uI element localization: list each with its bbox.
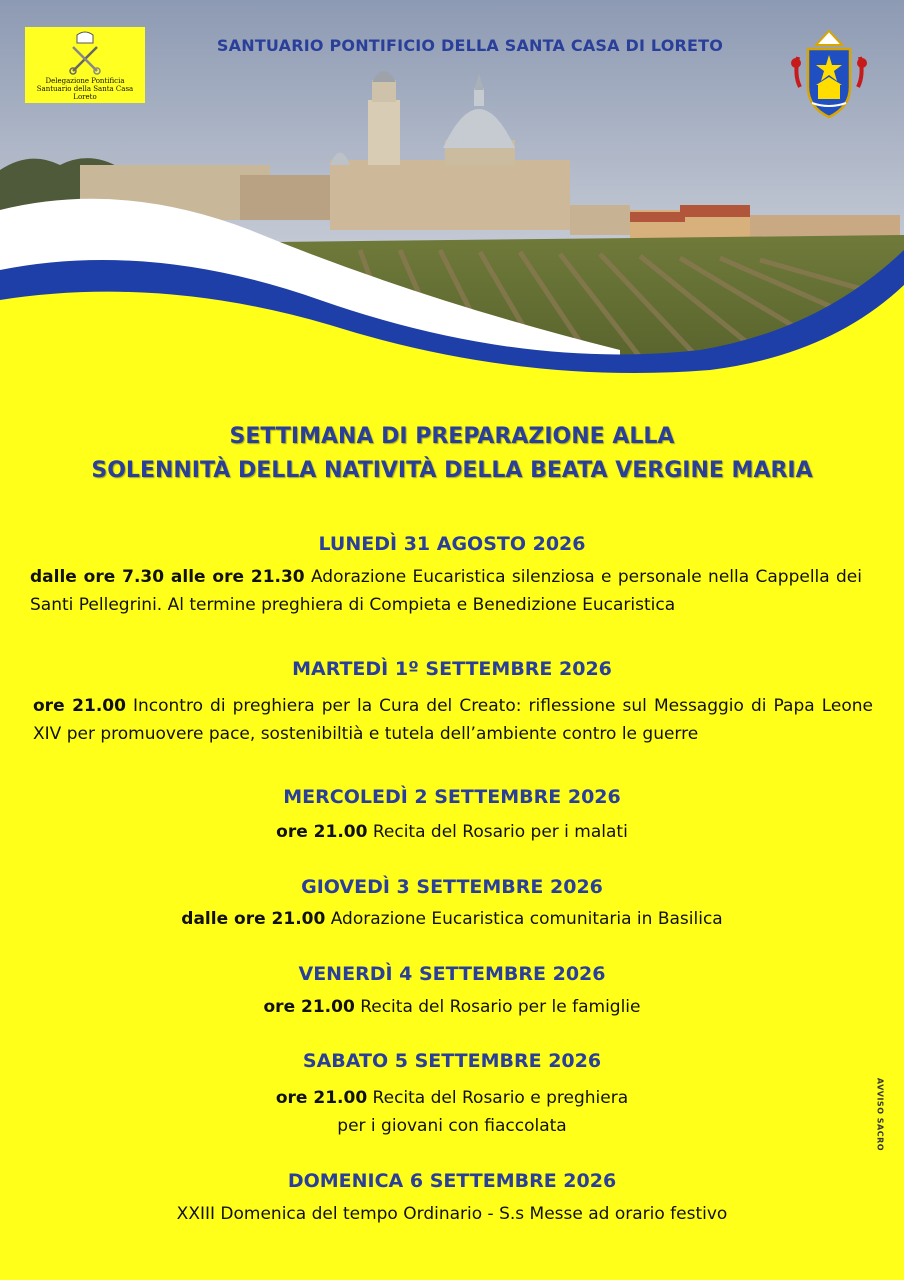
time-tuesday: ore 21.00 xyxy=(33,696,126,716)
day-heading-thursday: GIOVEDÌ 3 SETTEMBRE 2026 xyxy=(301,876,603,898)
delegation-logo-label xyxy=(25,77,145,101)
time-thursday: dalle ore 21.00 xyxy=(181,909,326,929)
bishop-coat-of-arms-icon xyxy=(788,27,870,119)
day-description-saturday xyxy=(0,1084,904,1140)
side-note: AVVISO SACRO xyxy=(875,1077,885,1152)
day-heading-saturday: SABATO 5 SETTEMBRE 2026 xyxy=(302,1050,602,1072)
text-thursday: Adorazione Eucaristica comunitaria in Basilica xyxy=(325,909,723,929)
day-description-wednesday xyxy=(0,818,904,846)
day-heading-friday: VENERDÌ 4 SETTEMBRE 2026 xyxy=(298,963,606,985)
time-friday: ore 21.00 xyxy=(263,997,355,1017)
text-wednesday: Recita del Rosario per i malati xyxy=(367,822,628,842)
day-description-friday xyxy=(0,993,904,1021)
main-title-line-2: SOLENNITÀ DELLA NATIVITÀ DELLA BEATA VERGINE MARIA xyxy=(91,458,813,483)
crossed-keys-icon xyxy=(65,31,105,75)
day-heading-tuesday: MARTEDÌ 1º SETTEMBRE 2026 xyxy=(292,658,612,680)
logo-line-1: Delegazione Pontificia xyxy=(45,77,125,85)
day-description-tuesday xyxy=(33,692,873,748)
text-saturday-line-2: per i giovani con fiaccolata xyxy=(337,1116,567,1136)
main-title xyxy=(0,420,904,488)
day-description-sunday: XXIII Domenica del tempo Ordinario - S.s Messe ad orario festivo xyxy=(176,1204,728,1224)
day-heading-sunday: DOMENICA 6 SETTEMBRE 2026 xyxy=(287,1170,617,1192)
main-title-line-1: SETTIMANA DI PREPARAZIONE ALLA xyxy=(229,424,675,449)
text-tuesday: Incontro di preghiera per la Cura del Creato: riflessione sul Messaggio di Papa Leone XIV per promuovere pace, sostenibiltià e tutela dell’ambiente contro le guerre xyxy=(33,696,873,744)
text-friday: Recita del Rosario per le famiglie xyxy=(354,997,641,1017)
pontifical-delegation-logo xyxy=(25,27,145,103)
day-heading-wednesday: MERCOLEDÌ 2 SETTEMBRE 2026 xyxy=(283,786,621,808)
logo-line-3: Loreto xyxy=(73,93,97,101)
time-saturday: ore 21.00 xyxy=(275,1088,368,1108)
time-monday: dalle ore 7.30 alle ore 21.30 xyxy=(30,567,305,587)
sanctuary-name: SANTUARIO PONTIFICIO DELLA SANTA CASA DI LORETO xyxy=(216,36,724,55)
day-heading-monday: LUNEDÌ 31 AGOSTO 2026 xyxy=(318,533,586,555)
text-monday: Adorazione Eucaristica silenziosa e personale nella Cappella dei Santi Pellegrini. Al termine preghiera di Compieta e Benedizione Eucaristica xyxy=(30,567,862,615)
day-description-monday xyxy=(30,563,862,619)
time-wednesday: ore 21.00 xyxy=(276,822,368,842)
text-saturday: Recita del Rosario e preghiera xyxy=(367,1088,629,1108)
logo-line-2: Santuario della Santa Casa xyxy=(36,85,134,93)
day-description-thursday xyxy=(0,905,904,933)
